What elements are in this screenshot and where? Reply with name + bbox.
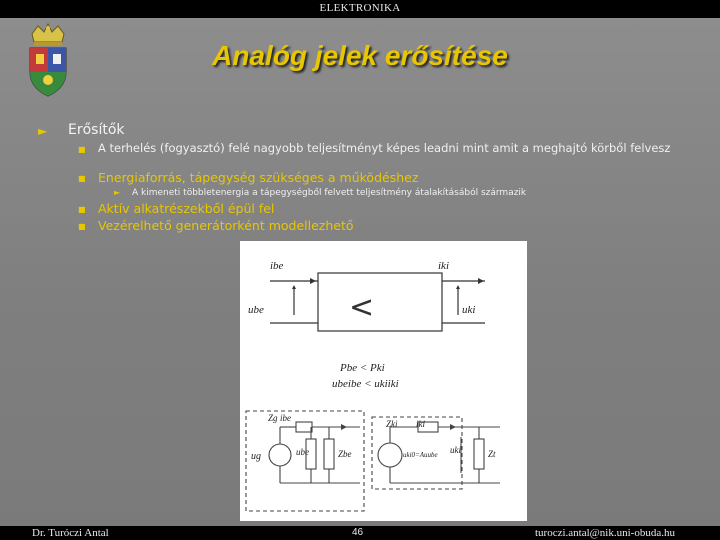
equation-product: ubeibe < ukiiki: [332, 378, 399, 390]
bullet-l2-2: [78, 170, 419, 185]
bullet-arrow-icon: ►: [114, 188, 121, 197]
footer-page-number: 46: [352, 527, 364, 538]
label-z-g: Zg: [268, 413, 278, 423]
label-u-be-2: ube: [296, 447, 309, 457]
bullet-l2-1-text: A terhelés (fogyasztó) felé nagyobb teljesítményt képes leadni mint amit a meghajtó körből felvesz: [98, 141, 671, 155]
bullet-l3-1-text: A kimeneti többletenergia a tápegységből felvett teljesítmény átalakításából származik: [132, 188, 527, 198]
label-z-be: Zbe: [338, 449, 352, 459]
label-i-ki-2: iki: [416, 419, 425, 429]
slide-title: Analóg jelek erősítése: [212, 40, 508, 71]
bullet-arrow-icon: ►: [38, 124, 48, 138]
label-u-be: ube: [248, 304, 264, 316]
bullet-l3-1: [114, 188, 527, 198]
label-u-g: ug: [251, 451, 261, 462]
label-i-be-2: ibe: [280, 413, 291, 423]
bullet-main: [38, 122, 125, 138]
equation-power: Pbe < Pki: [340, 362, 385, 374]
bullet-square-icon: ■: [78, 145, 86, 154]
bullet-square-icon: ■: [78, 205, 86, 214]
bullet-square-icon: ■: [78, 174, 86, 183]
label-z-t: Zt: [488, 449, 496, 459]
arrow-icon: [310, 278, 316, 284]
arrow-icon: [450, 424, 456, 430]
bullet-l2-4: [78, 218, 354, 233]
block-symbol: <: [349, 290, 375, 325]
bullet-l2-1: [78, 141, 678, 155]
label-u-ki-2: uki: [450, 445, 461, 455]
course-title: ELEKTRONIKA: [319, 2, 401, 14]
label-u-ki: uki: [462, 304, 476, 316]
university-crest-logo: [22, 20, 74, 100]
arrow-icon: [341, 424, 347, 430]
amplifier-diagram: [240, 241, 527, 521]
label-i-be: ibe: [270, 260, 284, 272]
bullet-main-text: Erősítők: [68, 122, 125, 138]
bullet-l2-3-text: Aktív alkatrészekből épül fel: [98, 201, 275, 216]
label-u-gen: uki0=Auube: [403, 451, 438, 459]
footer-email: turoczi.antal@nik.uni-obuda.hu: [535, 527, 675, 539]
amplifier-figure: [240, 241, 527, 521]
label-z-ki: Zki: [386, 419, 398, 429]
arrow-icon: [478, 278, 484, 284]
footer-author: Dr. Turóczi Antal: [32, 527, 109, 539]
arrow-icon: [456, 285, 460, 289]
bullet-l2-4-text: Vezérelhető generátorként modellezhető: [98, 218, 354, 233]
arrow-icon: [292, 285, 296, 289]
bullet-square-icon: ■: [78, 222, 86, 231]
bullet-l2-3: [78, 201, 275, 216]
bullet-l2-2-text: Energiaforrás, tápegység szükséges a működéshez: [98, 170, 419, 185]
label-i-ki: iki: [438, 260, 449, 272]
